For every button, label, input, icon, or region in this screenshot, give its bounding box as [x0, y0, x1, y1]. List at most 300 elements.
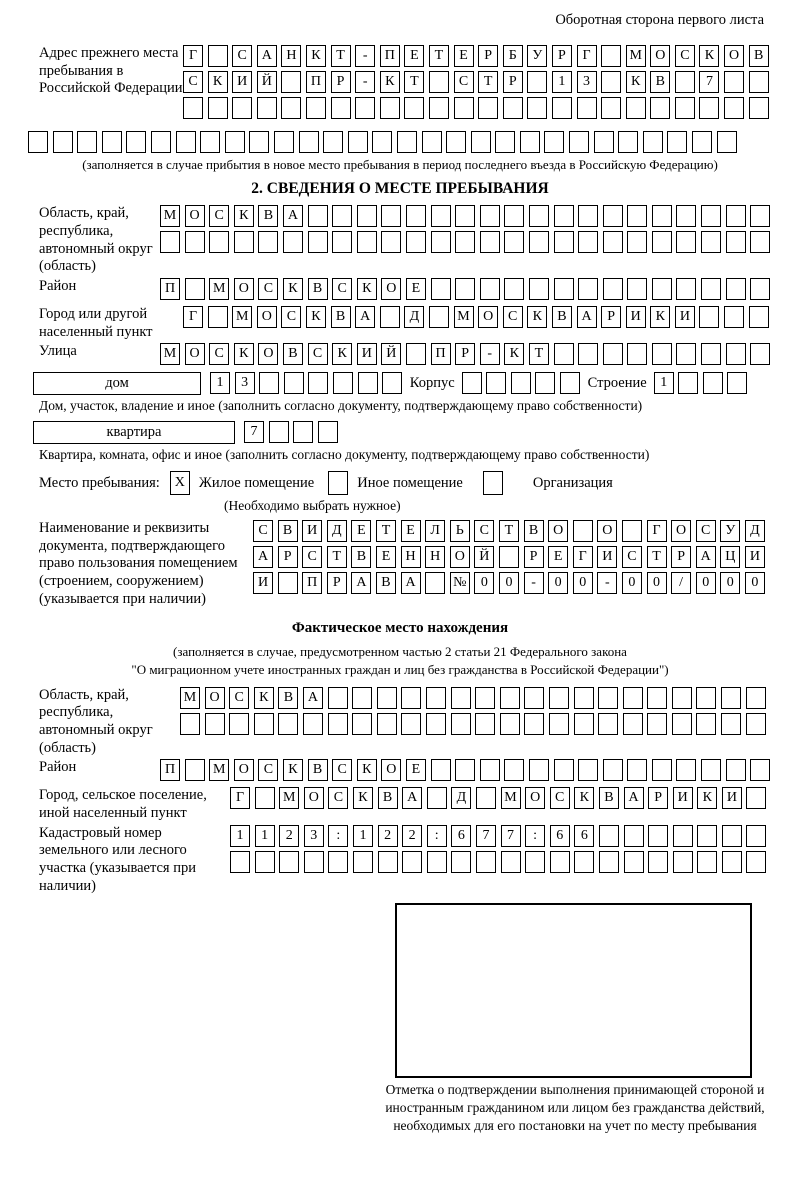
char-cell: О [548, 520, 568, 542]
char-cell [77, 131, 97, 153]
char-cell [503, 97, 523, 119]
char-cell [480, 278, 500, 300]
char-cell: О [257, 306, 277, 328]
char-cell [232, 97, 252, 119]
char-cell [328, 851, 348, 873]
char-cell: В [599, 787, 619, 809]
char-cell [750, 205, 770, 227]
char-cell: 0 [720, 572, 740, 594]
char-cell [451, 713, 471, 735]
organization-option-label: Организация [532, 474, 613, 491]
char-cell: 3 [577, 71, 597, 93]
char-cell [750, 278, 770, 300]
char-cell: О [650, 45, 670, 67]
char-cell [701, 759, 721, 781]
checkbox-other-premises [328, 471, 348, 495]
char-cell: К [699, 45, 719, 67]
char-cell [527, 71, 547, 93]
actual-region-label: Область, край, республика, автономный округ (область) [39, 686, 153, 756]
char-cell: И [675, 306, 695, 328]
char-cell: С [258, 759, 278, 781]
char-cell [721, 713, 741, 735]
field-city [28, 306, 772, 341]
char-cell [726, 231, 746, 253]
char-cell [624, 825, 644, 847]
char-cell [524, 713, 544, 735]
char-cell: А [303, 687, 323, 709]
char-cell: О [234, 759, 254, 781]
char-cell [328, 687, 348, 709]
char-cell [304, 851, 324, 873]
char-cell: С [209, 343, 229, 365]
char-cell [601, 97, 621, 119]
char-cell [480, 205, 500, 227]
char-cell: М [160, 343, 180, 365]
char-cell [451, 851, 471, 873]
char-cell [717, 131, 737, 153]
char-cell [504, 759, 524, 781]
char-cell [652, 343, 672, 365]
char-cell: Е [401, 520, 421, 542]
char-cell [544, 131, 564, 153]
char-cell: Е [404, 45, 424, 67]
char-cell [455, 205, 475, 227]
char-cell [180, 713, 200, 735]
char-cell [476, 787, 496, 809]
char-cell [577, 97, 597, 119]
char-cell: С [696, 520, 716, 542]
char-cell: В [351, 546, 371, 568]
char-cell: 7 [501, 825, 521, 847]
char-cell [249, 131, 269, 153]
char-cell [283, 231, 303, 253]
actual-city-label: Город, сельское поселение, иной населенный пункт [39, 787, 207, 821]
char-cell: И [357, 343, 377, 365]
char-cell: У [527, 45, 547, 67]
checkbox-residential [170, 471, 190, 495]
char-cell [598, 713, 618, 735]
checkbox-organization [483, 471, 503, 495]
char-cell [318, 421, 338, 443]
char-cell [397, 131, 417, 153]
char-cell [402, 851, 422, 873]
char-row [253, 520, 769, 542]
char-cell [648, 825, 668, 847]
char-cell [425, 572, 445, 594]
char-cell [560, 372, 580, 394]
char-cell: Б [503, 45, 523, 67]
char-cell: А [401, 572, 421, 594]
char-cell: Й [474, 546, 494, 568]
char-cell: - [355, 45, 375, 67]
char-cell: Т [331, 45, 351, 67]
char-cell [578, 205, 598, 227]
section2-title: 2. СВЕДЕНИЯ О МЕСТЕ ПРЕБЫВАНИЯ [251, 180, 549, 198]
char-cell [673, 825, 693, 847]
region-label: Область, край, республика, автономный округ (область) [39, 205, 153, 275]
char-cell: 6 [550, 825, 570, 847]
char-cell: М [160, 205, 180, 227]
char-cell [209, 231, 229, 253]
char-cell [500, 713, 520, 735]
field-actual-region [28, 687, 772, 758]
char-cell: 2 [378, 825, 398, 847]
char-cell [647, 713, 667, 735]
char-cell: К [626, 71, 646, 93]
page-header: Оборотная сторона первого листа [555, 12, 764, 28]
char-cell: Г [183, 306, 203, 328]
char-cell [426, 713, 446, 735]
char-cell: 1 [255, 825, 275, 847]
char-cell: А [351, 572, 371, 594]
char-cell: 1 [230, 825, 250, 847]
char-cell: В [552, 306, 572, 328]
char-cell [724, 306, 744, 328]
char-cell [627, 278, 647, 300]
char-cell [697, 825, 717, 847]
char-cell: Е [454, 45, 474, 67]
char-cell [554, 278, 574, 300]
char-cell [701, 205, 721, 227]
char-cell [724, 71, 744, 93]
char-cell [281, 97, 301, 119]
residence-choose-note: (Необходимо выбрать нужное) [224, 498, 401, 514]
char-cell [480, 759, 500, 781]
char-cell: Г [647, 520, 667, 542]
char-cell: О [525, 787, 545, 809]
char-cell [598, 687, 618, 709]
char-cell: - [524, 572, 544, 594]
char-cell: Е [406, 278, 426, 300]
char-cell: М [626, 45, 646, 67]
char-cell [749, 71, 769, 93]
char-cell [160, 231, 180, 253]
char-cell: А [624, 787, 644, 809]
char-cell [269, 421, 289, 443]
char-cell: 6 [574, 825, 594, 847]
char-cell [308, 205, 328, 227]
apartment-row [33, 420, 772, 444]
char-cell [455, 231, 475, 253]
char-cell [550, 851, 570, 873]
char-cell [727, 372, 747, 394]
char-cell [475, 713, 495, 735]
char-cell: Д [327, 520, 347, 542]
char-cell [652, 205, 672, 227]
char-cell [431, 205, 451, 227]
char-cell: П [306, 71, 326, 93]
char-cell [574, 687, 594, 709]
char-row [253, 546, 769, 568]
char-cell: 2 [279, 825, 299, 847]
char-cell: С [183, 71, 203, 93]
char-cell [255, 787, 275, 809]
char-cell: И [745, 546, 765, 568]
char-cell [427, 787, 447, 809]
char-row [160, 278, 775, 300]
char-cell: К [650, 306, 670, 328]
char-cell: А [696, 546, 716, 568]
char-cell [618, 131, 638, 153]
char-cell: С [308, 343, 328, 365]
char-cell [624, 851, 644, 873]
char-cell [380, 97, 400, 119]
char-cell: И [722, 787, 742, 809]
char-cell [377, 713, 397, 735]
char-cell: О [381, 278, 401, 300]
char-cell [673, 851, 693, 873]
char-cell [208, 97, 228, 119]
char-cell [255, 851, 275, 873]
char-cell [480, 231, 500, 253]
char-cell: С [622, 546, 642, 568]
field-actual-city [28, 787, 772, 822]
char-cell: / [671, 572, 691, 594]
other-premises-option-label: Иное помещение [357, 474, 463, 491]
char-cell: С [258, 278, 278, 300]
char-cell: Д [745, 520, 765, 542]
char-cell: - [480, 343, 500, 365]
char-cell [652, 759, 672, 781]
char-cell [529, 759, 549, 781]
char-cell [549, 687, 569, 709]
char-cell: Г [230, 787, 250, 809]
char-cell [527, 97, 547, 119]
char-cell [380, 306, 400, 328]
char-cell [504, 205, 524, 227]
char-cell: К [234, 205, 254, 227]
char-cell [454, 97, 474, 119]
char-cell: 2 [402, 825, 422, 847]
char-cell [601, 45, 621, 67]
char-cell: О [724, 45, 744, 67]
char-cell [520, 131, 540, 153]
char-cell [455, 759, 475, 781]
char-cell [151, 131, 171, 153]
char-cell [578, 278, 598, 300]
char-cell [578, 231, 598, 253]
char-cell [578, 759, 598, 781]
document-label: Наименование и реквизиты документа, подтверждающего право пользования помещением (строением, сооружением) (указывается при наличии) [39, 520, 238, 607]
char-cell: А [253, 546, 273, 568]
char-cell: О [478, 306, 498, 328]
char-cell [274, 131, 294, 153]
char-cell [429, 306, 449, 328]
char-cell [746, 851, 766, 873]
char-cell: - [355, 71, 375, 93]
apartment-box-label: квартира [33, 421, 235, 444]
char-cell [569, 131, 589, 153]
char-cell [627, 759, 647, 781]
char-cell [601, 71, 621, 93]
field-actual-district [28, 759, 772, 785]
char-cell: С [550, 787, 570, 809]
char-cell: Р [327, 572, 347, 594]
char-row [160, 759, 775, 781]
char-cell: О [671, 520, 691, 542]
street-label: Улица [39, 343, 77, 360]
char-cell: 0 [499, 572, 519, 594]
char-cell [622, 520, 642, 542]
char-cell: К [357, 759, 377, 781]
char-cell: В [283, 343, 303, 365]
char-cell [299, 131, 319, 153]
char-cell [699, 306, 719, 328]
char-cell: 1 [654, 372, 674, 394]
char-cell: М [501, 787, 521, 809]
char-cell [511, 372, 531, 394]
field-district [28, 278, 772, 304]
char-cell [627, 231, 647, 253]
char-cell [574, 851, 594, 873]
char-cell: О [258, 343, 278, 365]
char-cell [200, 131, 220, 153]
char-cell [225, 131, 245, 153]
char-cell: К [306, 45, 326, 67]
char-cell: Т [376, 520, 396, 542]
char-cell [676, 205, 696, 227]
char-cell [672, 687, 692, 709]
char-cell [750, 343, 770, 365]
char-cell [208, 306, 228, 328]
char-cell: К [208, 71, 228, 93]
char-cell [697, 851, 717, 873]
char-cell [701, 343, 721, 365]
char-cell [333, 372, 353, 394]
char-cell [746, 787, 766, 809]
char-cell: Н [281, 45, 301, 67]
char-cell: В [308, 278, 328, 300]
char-cell [471, 131, 491, 153]
confirmation-mark-box [395, 903, 752, 1078]
char-cell [357, 231, 377, 253]
char-cell [478, 97, 498, 119]
char-cell: 1 [552, 71, 572, 93]
char-cell: В [378, 787, 398, 809]
char-cell [258, 231, 278, 253]
char-cell [524, 687, 544, 709]
char-cell [230, 851, 250, 873]
char-cell: О [185, 205, 205, 227]
char-cell: : [525, 825, 545, 847]
char-cell: К [527, 306, 547, 328]
prev-address-rows [183, 45, 773, 123]
char-row [160, 205, 775, 227]
char-cell [652, 278, 672, 300]
char-cell [462, 372, 482, 394]
char-cell: И [673, 787, 693, 809]
char-cell [378, 851, 398, 873]
char-cell [352, 713, 372, 735]
char-cell: Е [548, 546, 568, 568]
char-cell [355, 97, 375, 119]
char-cell: В [749, 45, 769, 67]
char-cell: С [232, 45, 252, 67]
char-cell [554, 759, 574, 781]
char-cell: Р [455, 343, 475, 365]
char-cell: 7 [244, 421, 264, 443]
char-cell: Н [425, 546, 445, 568]
char-cell: О [450, 546, 470, 568]
district-label: Район [39, 278, 77, 294]
char-cell: С [209, 205, 229, 227]
char-cell: В [376, 572, 396, 594]
char-cell [525, 851, 545, 873]
char-cell [676, 759, 696, 781]
char-cell [603, 759, 623, 781]
char-cell: О [304, 787, 324, 809]
char-cell [308, 372, 328, 394]
char-cell [281, 71, 301, 93]
char-cell: 6 [451, 825, 471, 847]
char-cell [358, 372, 378, 394]
prev-address-label: Адрес прежнего места пребывания в Российской Федерации [39, 45, 183, 97]
char-cell: Ц [720, 546, 740, 568]
char-cell: Й [381, 343, 401, 365]
char-cell: В [308, 759, 328, 781]
char-cell: Е [376, 546, 396, 568]
char-cell: К [697, 787, 717, 809]
field-region [28, 205, 772, 276]
char-cell [429, 97, 449, 119]
char-cell: М [180, 687, 200, 709]
actual-location-note-1: (заполняется в случае, предусмотренном частью 2 статьи 21 Федерального закона [173, 644, 627, 660]
char-cell [328, 713, 348, 735]
char-cell [749, 306, 769, 328]
char-cell: С [503, 306, 523, 328]
char-cell [667, 131, 687, 153]
char-cell: Д [451, 787, 471, 809]
char-cell: К [283, 278, 303, 300]
char-cell [306, 97, 326, 119]
char-cell [501, 851, 521, 873]
char-cell [446, 131, 466, 153]
char-cell [696, 713, 716, 735]
char-cell: К [357, 278, 377, 300]
char-cell [726, 205, 746, 227]
char-cell [429, 71, 449, 93]
char-cell [183, 97, 203, 119]
char-cell: Р [552, 45, 572, 67]
char-cell [377, 687, 397, 709]
char-cell [427, 851, 447, 873]
char-cell: Т [647, 546, 667, 568]
char-cell [279, 851, 299, 873]
char-cell [722, 851, 742, 873]
char-cell: - [597, 572, 617, 594]
char-cell [323, 131, 343, 153]
residential-option-label: Жилое помещение [198, 474, 315, 491]
char-cell: Р [601, 306, 621, 328]
char-row-overflow [28, 131, 772, 153]
char-cell [746, 825, 766, 847]
char-cell [176, 131, 196, 153]
char-cell [703, 372, 723, 394]
char-cell: К [234, 343, 254, 365]
char-cell [229, 713, 249, 735]
char-cell: О [185, 343, 205, 365]
char-cell: Т [478, 71, 498, 93]
char-cell [594, 131, 614, 153]
char-cell: : [427, 825, 447, 847]
char-cell [647, 687, 667, 709]
char-cell [696, 687, 716, 709]
char-cell: К [332, 343, 352, 365]
char-cell [750, 231, 770, 253]
char-cell: И [253, 572, 273, 594]
char-cell [650, 97, 670, 119]
char-cell [701, 278, 721, 300]
